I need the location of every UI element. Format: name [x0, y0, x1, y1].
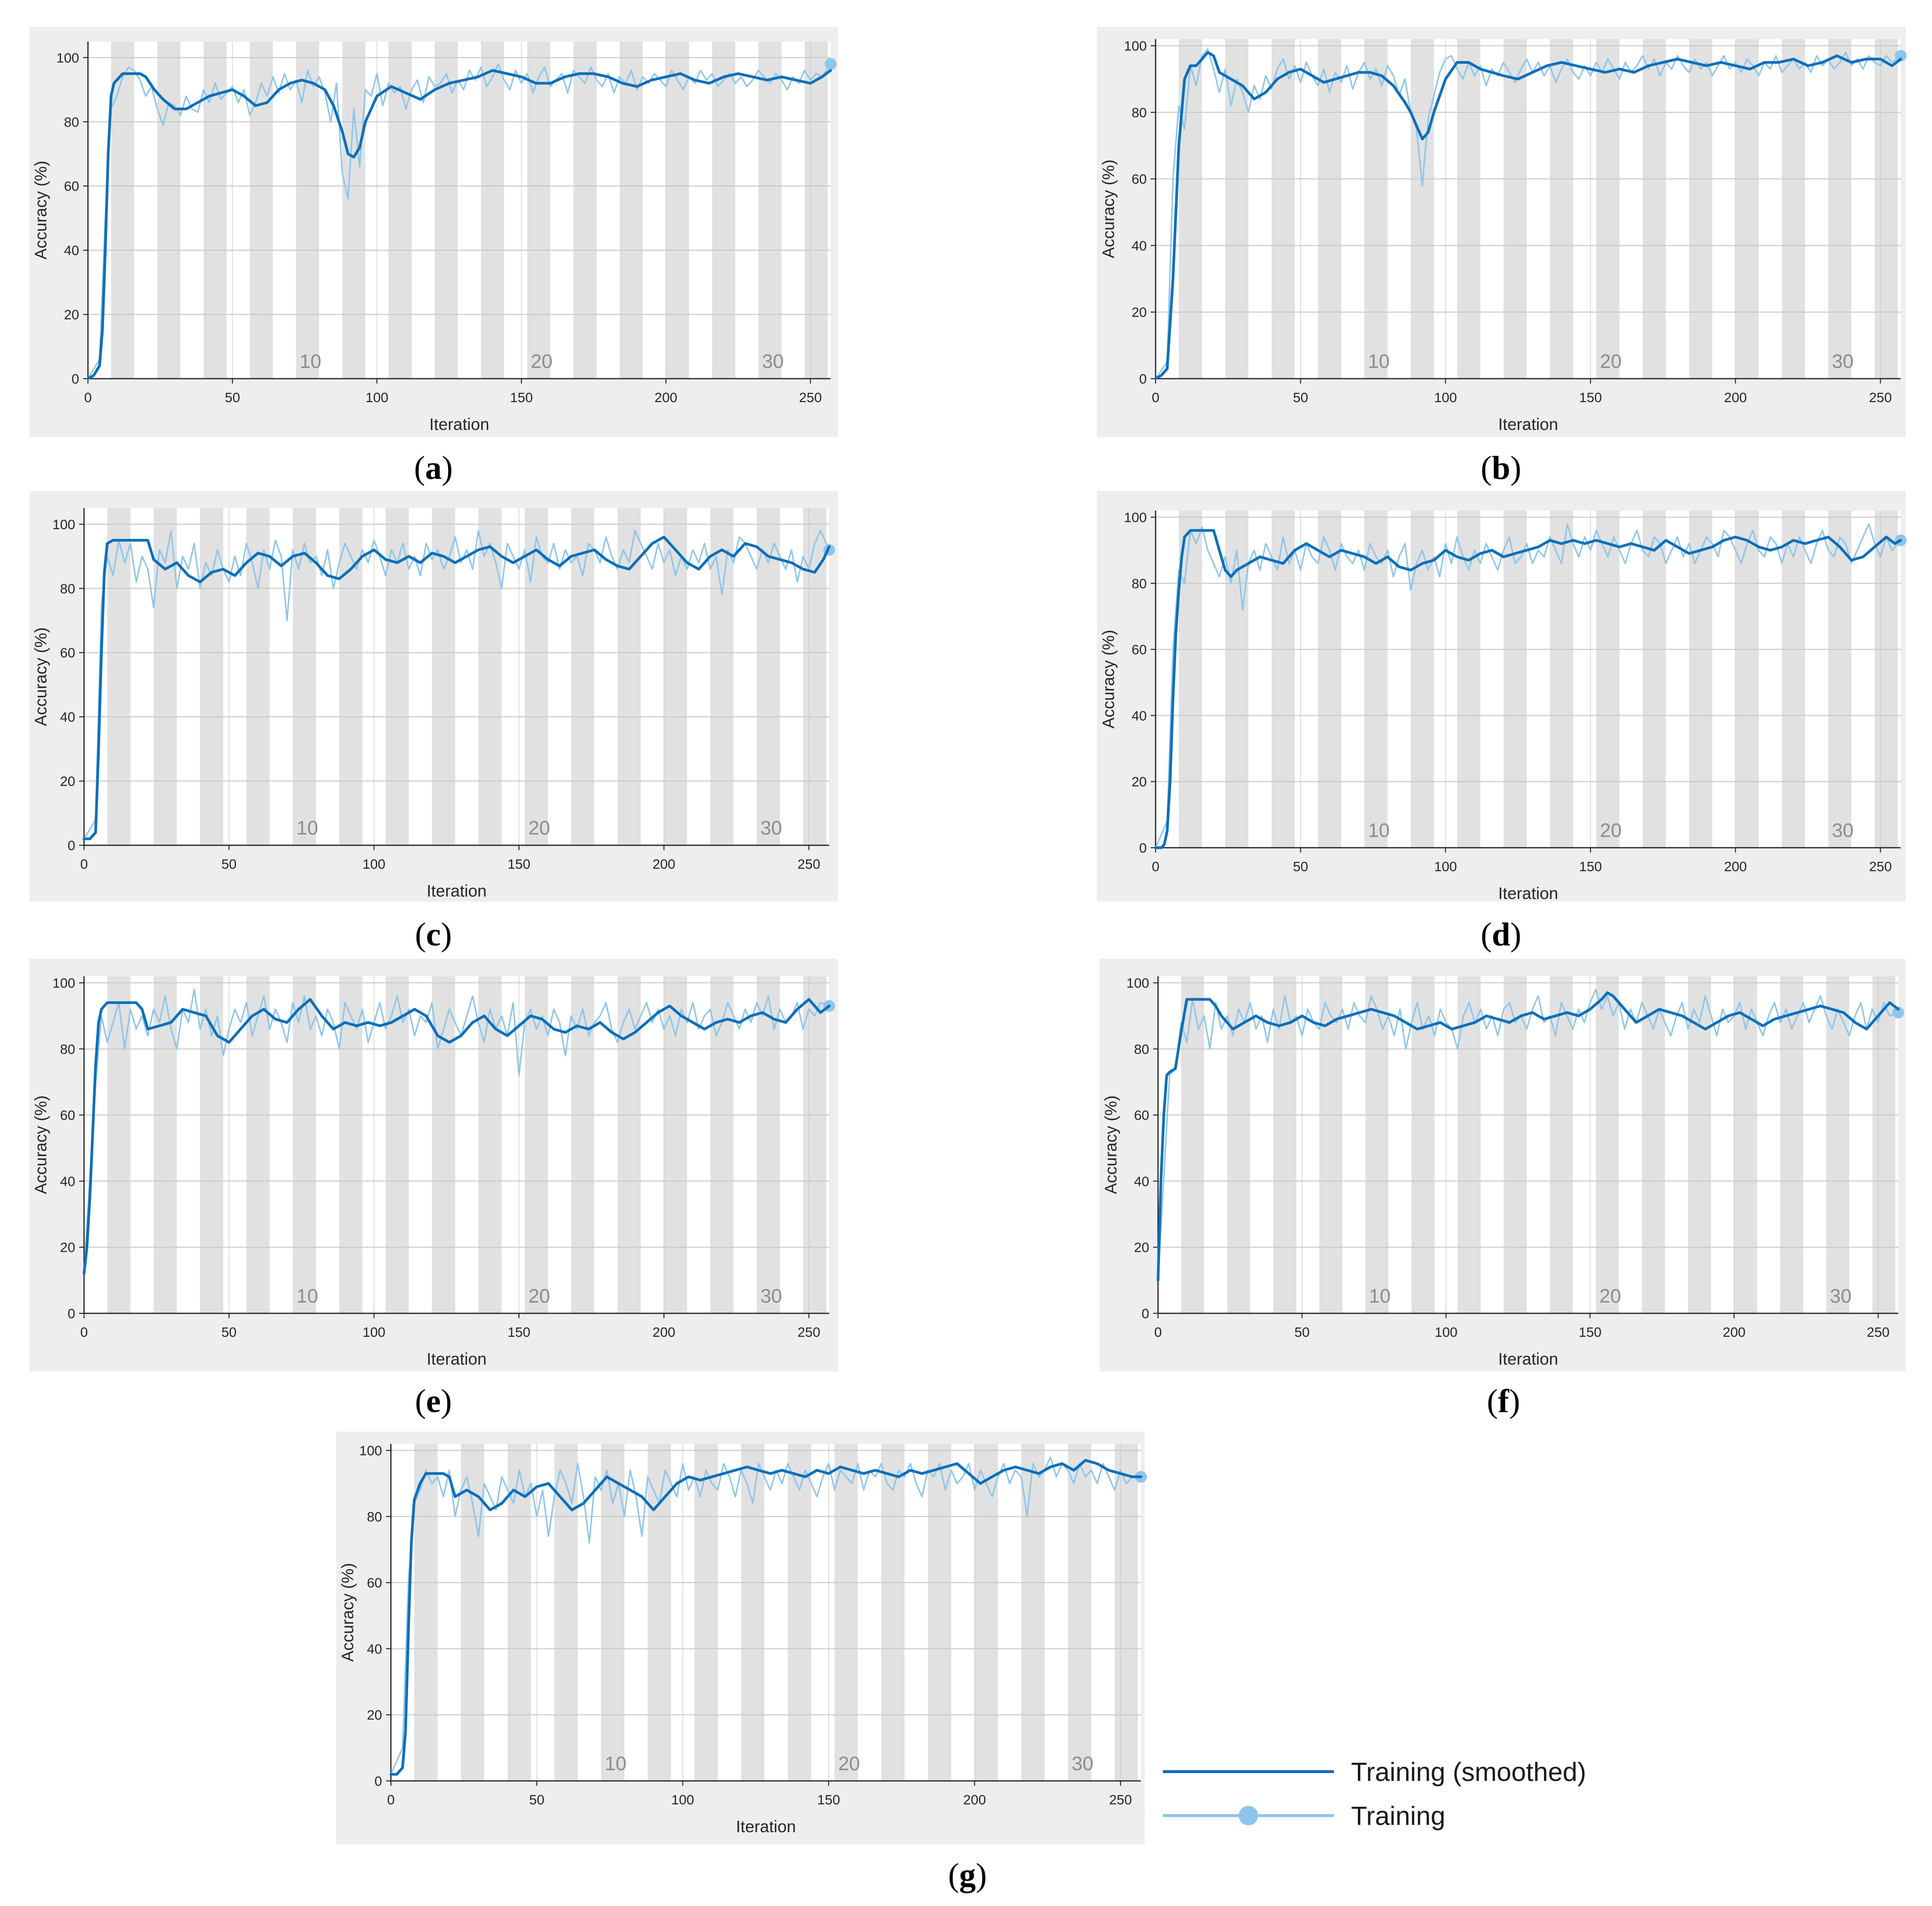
epoch-band: [478, 976, 501, 1313]
epoch-label: 20: [1600, 351, 1622, 372]
y-tick-label: 20: [366, 1707, 382, 1723]
x-tick-label: 250: [1869, 859, 1892, 874]
x-tick-label: 150: [507, 1325, 531, 1340]
x-tick-label: 0: [80, 1325, 88, 1340]
x-tick-label: 150: [507, 857, 531, 872]
panel-g: [336, 1432, 1147, 1893]
y-tick-label: 100: [1124, 510, 1147, 525]
panel-caption: (g): [948, 1856, 987, 1893]
y-tick-label: 20: [64, 307, 79, 322]
y-tick-label: 60: [60, 1108, 75, 1123]
epoch-band: [1273, 976, 1296, 1313]
epoch-band: [107, 508, 130, 845]
legend: [1163, 1757, 1586, 1831]
x-tick-label: 250: [1109, 1792, 1132, 1807]
x-axis-label: Iteration: [736, 1818, 796, 1836]
y-axis-label: Accuracy (%): [339, 1563, 357, 1662]
epoch-band: [527, 42, 550, 379]
panel-a: [29, 27, 838, 486]
epoch-band: [1689, 511, 1712, 848]
panel-b: [1097, 27, 1907, 486]
panel-caption: (d): [1481, 916, 1522, 953]
epoch-label: 10: [1368, 351, 1390, 372]
epoch-band: [666, 42, 689, 379]
epoch-band: [293, 976, 316, 1313]
epoch-band: [1782, 39, 1805, 379]
y-tick-label: 80: [1134, 1041, 1149, 1057]
epoch-band: [1875, 511, 1898, 848]
epoch-label: 20: [528, 1285, 550, 1307]
epoch-band: [435, 42, 458, 379]
epoch-band: [250, 42, 273, 379]
x-tick-label: 50: [1293, 859, 1309, 874]
y-tick-label: 40: [60, 1174, 75, 1189]
epoch-band: [741, 1444, 765, 1781]
x-tick-label: 200: [1724, 859, 1747, 874]
epoch-band: [1596, 511, 1619, 848]
x-tick-label: 0: [1154, 1325, 1162, 1340]
y-tick-label: 100: [56, 50, 79, 65]
epoch-label: 10: [604, 1753, 627, 1775]
panel-e: [29, 959, 838, 1419]
y-tick-label: 80: [366, 1509, 382, 1524]
y-tick-label: 40: [64, 243, 79, 258]
y-tick-label: 0: [1139, 371, 1147, 386]
legend-raw-marker: [1239, 1806, 1258, 1825]
x-axis-label: Iteration: [427, 882, 487, 900]
epoch-label: 10: [300, 351, 322, 372]
epoch-band: [1364, 39, 1387, 379]
y-axis-label: Accuracy (%): [1099, 629, 1118, 729]
epoch-band: [805, 42, 828, 379]
panel-caption: (a): [414, 449, 453, 486]
epoch-label: 20: [1599, 1285, 1621, 1307]
epoch-band: [975, 1444, 998, 1781]
x-tick-label: 0: [84, 390, 92, 405]
epoch-band: [1364, 511, 1387, 848]
x-tick-label: 100: [363, 857, 386, 872]
epoch-label: 30: [762, 351, 784, 372]
epoch-band: [757, 976, 780, 1313]
epoch-band: [1689, 39, 1712, 379]
epoch-band: [1457, 39, 1480, 379]
epoch-band: [1021, 1444, 1045, 1781]
x-axis-label: Iteration: [429, 415, 490, 434]
panel-caption: (e): [415, 1382, 452, 1419]
x-tick-label: 50: [221, 1325, 237, 1340]
y-tick-label: 80: [1131, 105, 1147, 120]
y-tick-label: 20: [60, 1240, 75, 1255]
epoch-band: [712, 42, 735, 379]
epoch-label: 10: [1369, 1285, 1391, 1307]
x-tick-label: 150: [1579, 859, 1602, 874]
y-tick-label: 60: [1131, 171, 1147, 187]
x-axis-label: Iteration: [1498, 415, 1558, 434]
epoch-band: [1068, 1444, 1092, 1781]
x-tick-label: 250: [1869, 390, 1892, 405]
y-tick-label: 100: [1124, 38, 1147, 54]
epoch-band: [1828, 511, 1851, 848]
panel-d: [1097, 491, 1907, 953]
y-tick-label: 100: [52, 516, 75, 532]
epoch-band: [478, 508, 501, 845]
epoch-band: [246, 976, 269, 1313]
epoch-band: [1503, 976, 1526, 1313]
epoch-band: [1875, 39, 1898, 379]
epoch-band: [803, 976, 826, 1313]
epoch-band: [1643, 511, 1666, 848]
epoch-band: [107, 976, 130, 1313]
panels: [29, 27, 1907, 1893]
epoch-band: [620, 42, 643, 379]
x-tick-label: 250: [1867, 1325, 1890, 1340]
x-tick-label: 100: [365, 390, 388, 405]
epoch-label: 20: [838, 1753, 860, 1775]
y-tick-label: 80: [60, 581, 75, 597]
y-tick-label: 40: [1131, 708, 1147, 724]
y-axis-label: Accuracy (%): [1099, 159, 1118, 258]
epoch-band: [1736, 511, 1759, 848]
y-tick-label: 40: [366, 1641, 382, 1657]
epoch-band: [342, 42, 365, 379]
epoch-band: [1365, 976, 1388, 1313]
y-tick-label: 0: [374, 1774, 382, 1789]
x-tick-label: 100: [363, 1325, 386, 1340]
epoch-label: 30: [1832, 351, 1854, 372]
y-axis-label: Accuracy (%): [32, 627, 50, 727]
y-tick-label: 60: [366, 1575, 382, 1591]
epoch-band: [1411, 39, 1434, 379]
x-tick-label: 0: [80, 857, 88, 872]
legend-raw-label: Training: [1351, 1801, 1446, 1831]
y-tick-label: 80: [1131, 576, 1147, 591]
legend-smoothed-label: Training (smoothed): [1351, 1757, 1587, 1787]
epoch-band: [1872, 976, 1895, 1313]
panel-caption: (f): [1487, 1382, 1520, 1419]
x-tick-label: 0: [1152, 390, 1159, 405]
epoch-band: [111, 42, 134, 379]
series-training-end-marker: [825, 58, 837, 70]
epoch-band: [1782, 511, 1805, 848]
x-tick-label: 200: [1724, 390, 1747, 405]
epoch-label: 30: [1072, 1753, 1094, 1775]
y-axis-label: Accuracy (%): [32, 160, 50, 260]
x-tick-label: 250: [797, 1325, 820, 1340]
epoch-band: [928, 1444, 951, 1781]
panel-c: [29, 491, 838, 953]
y-tick-label: 80: [60, 1041, 75, 1057]
x-tick-label: 150: [1578, 1325, 1602, 1340]
epoch-label: 30: [760, 1285, 782, 1307]
epoch-band: [1115, 1444, 1138, 1781]
epoch-band: [664, 976, 687, 1313]
y-tick-label: 0: [67, 838, 75, 853]
y-tick-label: 80: [64, 114, 79, 130]
x-tick-label: 200: [652, 1325, 676, 1340]
x-axis-label: Iteration: [1498, 1350, 1558, 1369]
epoch-band: [386, 976, 408, 1313]
epoch-band: [1736, 39, 1759, 379]
y-tick-label: 20: [1131, 774, 1147, 790]
x-tick-label: 150: [817, 1792, 840, 1807]
x-axis-label: Iteration: [1498, 884, 1558, 903]
epoch-band: [1319, 976, 1342, 1313]
epoch-band: [694, 1444, 718, 1781]
y-tick-label: 60: [64, 178, 79, 194]
x-tick-label: 200: [1722, 1325, 1746, 1340]
epoch-band: [1550, 39, 1573, 379]
epoch-label: 10: [1368, 820, 1390, 841]
epoch-label: 20: [528, 817, 550, 839]
x-tick-label: 200: [652, 857, 676, 872]
x-tick-label: 50: [225, 390, 240, 405]
epoch-band: [710, 508, 733, 845]
epoch-label: 30: [760, 817, 782, 839]
x-tick-label: 200: [963, 1792, 986, 1807]
y-tick-label: 60: [1134, 1108, 1149, 1123]
x-tick-label: 150: [1579, 390, 1602, 405]
epoch-band: [788, 1444, 811, 1781]
x-tick-label: 50: [221, 857, 237, 872]
epoch-label: 30: [1829, 1285, 1852, 1307]
epoch-band: [157, 42, 180, 379]
y-axis-label: Accuracy (%): [32, 1095, 50, 1195]
epoch-band: [388, 42, 411, 379]
y-tick-label: 0: [71, 371, 79, 386]
epoch-band: [1179, 39, 1202, 379]
y-tick-label: 0: [1139, 840, 1147, 856]
epoch-band: [1503, 39, 1526, 379]
epoch-band: [1271, 39, 1294, 379]
y-tick-label: 20: [1131, 304, 1147, 320]
panel-caption: (b): [1481, 449, 1522, 486]
epoch-band: [1225, 511, 1248, 848]
epoch-label: 10: [296, 1285, 319, 1307]
epoch-band: [1643, 39, 1666, 379]
x-tick-label: 50: [529, 1792, 545, 1807]
y-tick-label: 60: [1131, 642, 1147, 658]
x-tick-label: 250: [799, 390, 822, 405]
epoch-label: 10: [296, 817, 319, 839]
epoch-label: 20: [1600, 820, 1622, 841]
x-tick-label: 150: [510, 390, 533, 405]
panel-f: [1099, 959, 1906, 1419]
x-tick-label: 250: [797, 857, 820, 872]
epoch-label: 30: [1832, 820, 1854, 841]
y-tick-label: 0: [67, 1306, 75, 1321]
y-tick-label: 100: [1126, 975, 1149, 991]
x-tick-label: 50: [1293, 390, 1309, 405]
x-tick-label: 100: [1434, 390, 1457, 405]
panel-caption: (c): [415, 916, 452, 953]
epoch-band: [1828, 39, 1851, 379]
y-tick-label: 20: [1134, 1240, 1149, 1255]
epoch-band: [1596, 39, 1619, 379]
y-tick-label: 100: [359, 1443, 382, 1458]
epoch-band: [618, 976, 641, 1313]
y-tick-label: 40: [1131, 238, 1147, 254]
x-tick-label: 100: [1434, 859, 1457, 874]
y-tick-label: 60: [60, 645, 75, 661]
epoch-band: [758, 42, 781, 379]
y-tick-label: 20: [60, 773, 75, 789]
x-tick-label: 200: [654, 390, 678, 405]
epoch-label: 20: [531, 351, 553, 372]
y-tick-label: 100: [52, 975, 75, 991]
y-tick-label: 0: [1141, 1306, 1149, 1321]
epoch-band: [835, 1444, 858, 1781]
x-tick-label: 50: [1294, 1325, 1310, 1340]
epoch-band: [881, 1444, 904, 1781]
x-tick-label: 100: [1435, 1325, 1458, 1340]
y-axis-label: Accuracy (%): [1102, 1095, 1120, 1195]
x-tick-label: 100: [671, 1792, 694, 1807]
epoch-band: [481, 42, 504, 379]
epoch-band: [1181, 976, 1204, 1313]
epoch-band: [574, 42, 597, 379]
x-tick-label: 0: [1152, 859, 1159, 874]
x-tick-label: 0: [387, 1792, 395, 1807]
y-tick-label: 40: [1134, 1174, 1149, 1189]
x-axis-label: Iteration: [427, 1350, 487, 1369]
epoch-band: [432, 508, 455, 845]
epoch-band: [1596, 976, 1619, 1313]
y-tick-label: 40: [60, 709, 75, 725]
